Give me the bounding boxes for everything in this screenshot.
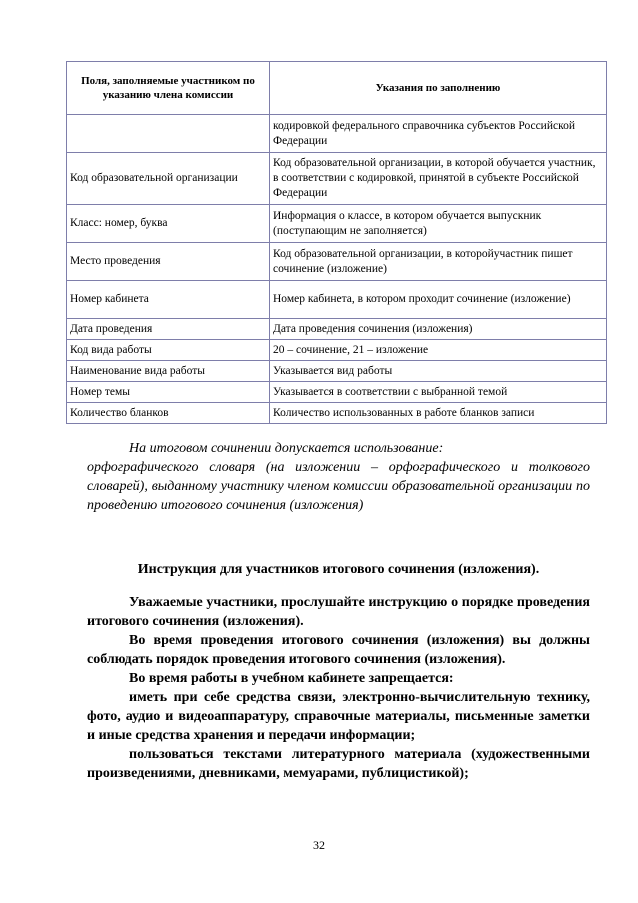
table-cell-field: Номер кабинета — [67, 281, 270, 319]
table-cell-field: Номер темы — [67, 382, 270, 403]
note-block — [87, 439, 590, 515]
table-cell-instruction: Информация о классе, в котором обучается выпускник (поступающим не заполняется) — [270, 205, 607, 243]
table-cell-field: Количество бланков — [67, 403, 270, 424]
instructions-paragraph: иметь при себе средства связи, электронно-вычислительную технику, фото, аудио и видеоаппаратуру, справочные материалы, письменные заметки и иные средства хранения и передачи информации; — [87, 690, 590, 743]
instructions-paragraph: Во время проведения итогового сочинения (изложения) вы должны соблюдать порядок проведения итогового сочинения (изложения). — [87, 633, 590, 667]
header-fields: Поля, заполняемые участником по указанию члена комиссии — [67, 62, 270, 115]
table-row — [67, 361, 607, 382]
instructions-paragraph: Уважаемые участники, прослушайте инструкцию о порядке проведения итогового сочинения (изложения). — [87, 595, 590, 629]
table-cell-field: Код образовательной организации — [67, 153, 270, 205]
table-cell-instruction: Номер кабинета, в котором проходит сочинение (изложение) — [270, 281, 607, 319]
header-instructions: Указания по заполнению — [270, 62, 607, 115]
table-row — [67, 382, 607, 403]
table-cell-instruction: Дата проведения сочинения (изложения) — [270, 319, 607, 340]
note-intro: На итоговом сочинении допускается использование: — [129, 441, 444, 456]
table-cell-instruction: Указывается в соответствии с выбранной темой — [270, 382, 607, 403]
table-row — [67, 153, 607, 205]
table-cell-instruction: Код образовательной организации, в которой обучается участник, в соответствии с кодировкой, принятой в субъекте Российской Федерации — [270, 153, 607, 205]
table-cell-instruction: Количество использованных в работе бланков записи — [270, 403, 607, 424]
page-number: 32 — [313, 838, 325, 852]
table-cell-instruction: Код образовательной организации, в которойучастник пишет сочинение (изложение) — [270, 243, 607, 281]
table-cell-instruction: Указывается вид работы — [270, 361, 607, 382]
table-row — [67, 319, 607, 340]
table-cell-field: Наименование вида работы — [67, 361, 270, 382]
table-cell-field: Код вида работы — [67, 340, 270, 361]
fields-table — [66, 61, 607, 424]
instructions-block — [87, 560, 590, 783]
table-cell-field: Место проведения — [67, 243, 270, 281]
table-cell-field: Класс: номер, буква — [67, 205, 270, 243]
table-header-row — [67, 62, 607, 115]
table-row — [67, 205, 607, 243]
table-row — [67, 115, 607, 153]
table-cell-instruction: кодировкой федерального справочника субъектов Российской Федерации — [270, 115, 607, 153]
table-cell-instruction: 20 – сочинение, 21 – изложение — [270, 340, 607, 361]
note-body: орфографического словаря (на изложении – орфографического и толкового словарей), выданному участнику членом комиссии образовательной организации по проведению итогового сочинения (изложения) — [87, 460, 590, 513]
table-row — [67, 243, 607, 281]
table-cell-field — [67, 115, 270, 153]
table-row — [67, 403, 607, 424]
instructions-title: Инструкция для участников итогового сочинения (изложения). — [137, 562, 540, 577]
instructions-paragraph: Во время работы в учебном кабинете запрещается: — [129, 671, 454, 686]
table-row — [67, 340, 607, 361]
table-row — [67, 281, 607, 319]
table-cell-field: Дата проведения — [67, 319, 270, 340]
instructions-paragraph: пользоваться текстами литературного материала (художественными произведениями, дневниками, мемуарами, публицистикой); — [87, 747, 590, 781]
